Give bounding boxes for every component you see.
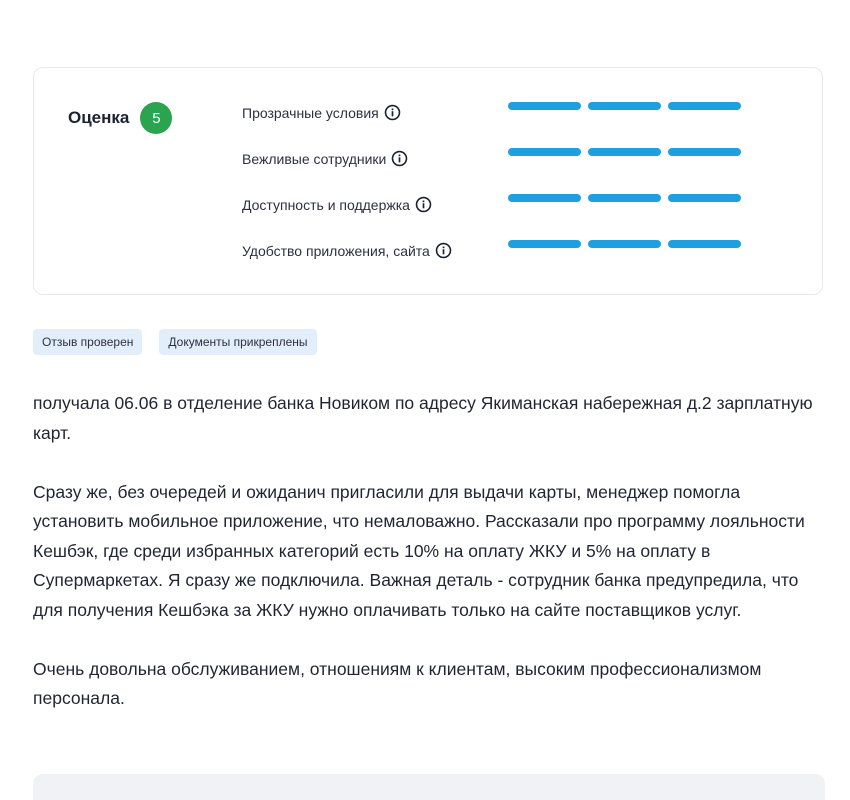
criterion-polite-staff <box>242 144 802 190</box>
bottom-panel <box>33 774 825 800</box>
rating-segment <box>588 148 661 156</box>
rating-segment <box>668 240 741 248</box>
review-badges <box>33 329 317 355</box>
criterion-label: Доступность и поддержка <box>242 196 410 213</box>
info-icon[interactable] <box>391 150 408 167</box>
rating-bars <box>508 102 741 110</box>
review-paragraph: Очень довольна обслуживанием, отношениям к клиентам, высоким профессионализмом персонала. <box>33 658 762 708</box>
criterion-label: Вежливые сотрудники <box>242 150 387 167</box>
rating-bars <box>508 240 741 248</box>
rating-segment <box>668 194 741 202</box>
rating-bars <box>508 148 741 156</box>
criterion-transparent-terms <box>242 98 802 144</box>
documents-attached-badge: Документы прикреплены <box>159 329 316 355</box>
criterion-label: Прозрачные условия <box>242 104 379 121</box>
info-icon[interactable] <box>435 242 452 259</box>
rating-segment <box>668 102 741 110</box>
rating-card <box>33 67 823 295</box>
criteria-list <box>242 98 802 282</box>
criterion-availability-support <box>242 190 802 236</box>
overall-rating-label: Оценка <box>68 108 130 127</box>
rating-segment <box>668 148 741 156</box>
review-paragraph: Сразу же, без очередей и ожиданич пригласили для выдачи карты, менеджер помогла установить мобильное приложение, что немаловажно. Рассказали про программу лояльности Кешбэк, где среди избранных категорий есть 10% на оплату ЖКУ и 5% на оплату в Супермаркетах. Я сразу же подключила. Важная деталь - сотрудник банка предупредила, что для получения Кешбэка за ЖКУ нужно оплачивать только на сайте поставщиков услуг. <box>33 481 805 620</box>
criterion-label: Удобство приложения, сайта <box>242 242 430 259</box>
info-icon[interactable] <box>415 196 432 213</box>
info-icon[interactable] <box>384 104 401 121</box>
review-paragraph: получала 06.06 в отделение банка Новиком по адресу Якиманская набережная д.2 зарплатную карт. <box>33 393 813 443</box>
verified-review-badge: Отзыв проверен <box>33 329 142 355</box>
rating-segment <box>508 102 581 110</box>
rating-bars <box>508 194 741 202</box>
review-text <box>33 389 823 743</box>
rating-segment <box>508 148 581 156</box>
rating-segment <box>508 240 581 248</box>
criterion-app-website-convenience <box>242 236 802 282</box>
rating-segment <box>588 102 661 110</box>
rating-segment <box>588 240 661 248</box>
score-badge: 5 <box>140 102 172 134</box>
rating-segment <box>508 194 581 202</box>
overall-rating <box>68 102 172 134</box>
rating-segment <box>588 194 661 202</box>
